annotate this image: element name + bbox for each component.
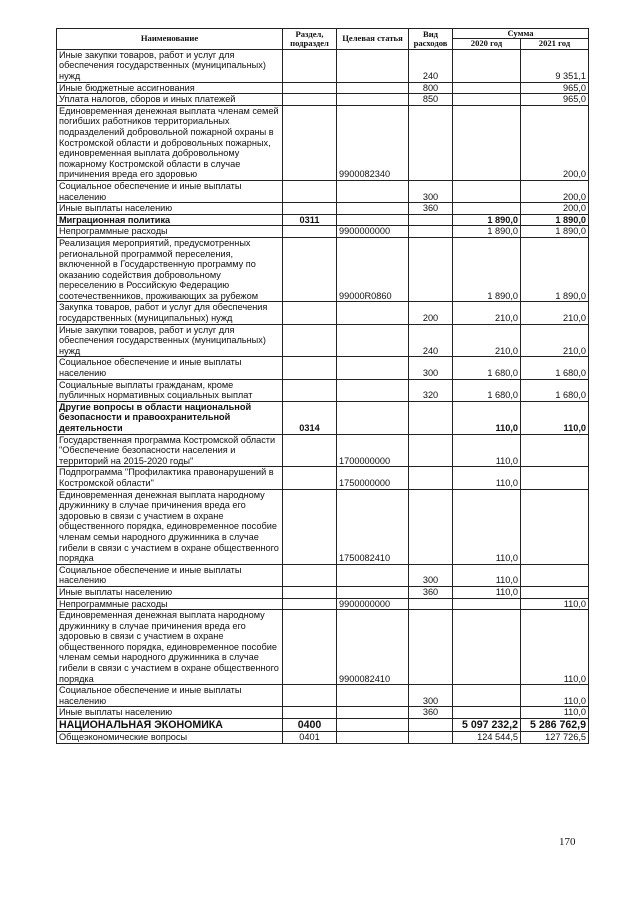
row-target [337,719,409,732]
page-number: 170 [559,836,576,848]
row-kind: 300 [409,685,453,707]
table-row [57,203,589,215]
row-sum-2020: 110,0 [453,467,521,489]
row-target [337,180,409,202]
row-target [337,324,409,357]
row-name: Другие вопросы в области национальной безопасности и правоохранительной деятельности [57,401,283,434]
row-section [283,180,337,202]
row-target [337,707,409,719]
row-sum-2020: 110,0 [453,434,521,467]
table-row [57,324,589,357]
row-kind [409,105,453,180]
row-target: 99000R0860 [337,237,409,302]
row-sum-2021: 1 890,0 [521,214,589,226]
row-sum-2021: 1 890,0 [521,226,589,238]
row-sum-2021 [521,586,589,598]
table-row [57,707,589,719]
row-sum-2020 [453,685,521,707]
table-header [57,29,589,50]
row-name: Единовременная денежная выплата народному дружиннику в случае причинения вреда его здоровью в связи с участием в охране общественного порядка, единовременное пособие членам семьи народного дружинника в случае гибели в связи с участием в охране общественного порядка [57,610,283,685]
row-kind: 320 [409,379,453,401]
row-section [283,226,337,238]
table-row [57,180,589,202]
row-name: Иные закупки товаров, работ и услуг для обеспечения государственных (муниципальных) нужд [57,49,283,82]
row-sum-2020: 1 890,0 [453,226,521,238]
row-kind: 800 [409,82,453,94]
header-sum: Сумма [453,29,589,39]
table-row [57,49,589,82]
row-kind: 240 [409,324,453,357]
table-row [57,237,589,302]
row-sum-2020 [453,105,521,180]
row-sum-2020 [453,180,521,202]
table-row [57,610,589,685]
row-section [283,94,337,106]
row-sum-2020: 124 544,5 [453,732,521,744]
row-target [337,564,409,586]
row-name: Миграционная политика [57,214,283,226]
table-row [57,82,589,94]
table-row [57,732,589,744]
row-kind: 360 [409,203,453,215]
row-name: Непрограммные расходы [57,598,283,610]
row-name: Иные закупки товаров, работ и услуг для обеспечения государственных (муниципальных) нужд [57,324,283,357]
row-sum-2020 [453,82,521,94]
row-sum-2020 [453,203,521,215]
row-kind [409,732,453,744]
row-name: Подпрограмма "Профилактика правонарушений в Костромской области" [57,467,283,489]
row-name: Общеэкономические вопросы [57,732,283,744]
row-section [283,685,337,707]
row-kind: 360 [409,707,453,719]
row-section: 0401 [283,732,337,744]
row-name: Уплата налогов, сборов и иных платежей [57,94,283,106]
row-name: Социальное обеспечение и иные выплаты населению [57,685,283,707]
header-year-2021: 2021 год [521,39,589,49]
row-name: Единовременная денежная выплата народному дружиннику в случае причинения вреда его здоровью в связи с участием в охране общественного порядка, единовременное пособие членам семьи народного дружинника в случае гибели в связи с участием в охране общественного порядка [57,489,283,564]
table-row [57,401,589,434]
row-sum-2021: 965,0 [521,82,589,94]
row-target [337,379,409,401]
row-sum-2021: 5 286 762,9 [521,719,589,732]
row-sum-2021: 1 680,0 [521,379,589,401]
row-section [283,434,337,467]
row-sum-2020: 210,0 [453,302,521,324]
row-sum-2021: 9 351,1 [521,49,589,82]
row-name: Иные выплаты населению [57,203,283,215]
row-kind [409,610,453,685]
row-target: 9900082410 [337,610,409,685]
row-section [283,82,337,94]
row-name: Непрограммные расходы [57,226,283,238]
row-sum-2021: 200,0 [521,180,589,202]
row-kind [409,401,453,434]
table-row [57,105,589,180]
row-sum-2020 [453,707,521,719]
row-section [283,105,337,180]
header-name: Наименование [57,29,283,50]
row-section [283,49,337,82]
row-kind: 300 [409,357,453,379]
row-target: 9900000000 [337,226,409,238]
row-name: Социальное обеспечение и иные выплаты населению [57,180,283,202]
row-target [337,49,409,82]
row-section: 0314 [283,401,337,434]
table-row [57,719,589,732]
row-sum-2021: 110,0 [521,598,589,610]
row-kind: 300 [409,564,453,586]
row-name: Иные выплаты населению [57,586,283,598]
header-kind: Вид расходов [409,29,453,50]
row-section [283,357,337,379]
row-target: 1750000000 [337,467,409,489]
row-sum-2020: 1 890,0 [453,237,521,302]
row-kind [409,489,453,564]
table-row [57,434,589,467]
row-sum-2020 [453,610,521,685]
row-kind: 850 [409,94,453,106]
row-section [283,379,337,401]
row-section [283,707,337,719]
row-kind [409,237,453,302]
row-name: Социальное обеспечение и иные выплаты населению [57,564,283,586]
row-name: Государственная программа Костромской области "Обеспечение безопасности населения и территорий на 2015-2020 годы" [57,434,283,467]
row-sum-2021 [521,434,589,467]
budget-table [56,28,589,744]
row-target [337,94,409,106]
row-sum-2021: 127 726,5 [521,732,589,744]
row-kind: 360 [409,586,453,598]
row-sum-2021: 1 680,0 [521,357,589,379]
table-row [57,357,589,379]
row-target [337,586,409,598]
row-kind [409,434,453,467]
row-name: Закупка товаров, работ и услуг для обеспечения государственных (муниципальных) нужд [57,302,283,324]
row-sum-2020: 210,0 [453,324,521,357]
row-target: 1750082410 [337,489,409,564]
row-sum-2021: 965,0 [521,94,589,106]
row-sum-2020: 1 680,0 [453,379,521,401]
row-target [337,401,409,434]
row-kind: 200 [409,302,453,324]
row-sum-2020: 110,0 [453,564,521,586]
row-sum-2021 [521,564,589,586]
row-sum-2020 [453,598,521,610]
row-name: Иные бюджетные ассигнования [57,82,283,94]
header-section: Раздел, подраздел [283,29,337,50]
row-section [283,467,337,489]
row-sum-2020 [453,94,521,106]
row-sum-2020: 1 680,0 [453,357,521,379]
row-sum-2020 [453,49,521,82]
row-section [283,302,337,324]
table-row [57,564,589,586]
row-section: 0311 [283,214,337,226]
header-year-2020: 2020 год [453,39,521,49]
table-row [57,226,589,238]
row-section [283,598,337,610]
row-kind [409,467,453,489]
row-target [337,82,409,94]
row-sum-2021 [521,489,589,564]
row-kind: 300 [409,180,453,202]
table-row [57,467,589,489]
row-sum-2021 [521,467,589,489]
table-row [57,302,589,324]
row-sum-2021: 110,0 [521,610,589,685]
table-row [57,489,589,564]
row-target [337,214,409,226]
row-kind [409,214,453,226]
row-sum-2021: 110,0 [521,685,589,707]
row-sum-2021: 210,0 [521,324,589,357]
row-kind [409,226,453,238]
row-sum-2020: 110,0 [453,489,521,564]
row-section [283,586,337,598]
table-row [57,685,589,707]
table-row [57,94,589,106]
row-target [337,732,409,744]
table-body [57,49,589,743]
table-row [57,598,589,610]
row-name: Иные выплаты населению [57,707,283,719]
row-target: 1700000000 [337,434,409,467]
row-name: Единовременная денежная выплата членам семей погибших работников территориальных подразделений добровольной пожарной охраны в Костромской области и добровольных пожарных, единовременная выплата добровольному пожарному Костромской области в случае причинения вреда его здоровью [57,105,283,180]
row-section [283,610,337,685]
table-row [57,214,589,226]
row-sum-2021: 1 890,0 [521,237,589,302]
row-name: Социальное обеспечение и иные выплаты населению [57,357,283,379]
row-kind: 240 [409,49,453,82]
table-row [57,379,589,401]
row-target: 9900082340 [337,105,409,180]
row-section [283,489,337,564]
row-sum-2021: 210,0 [521,302,589,324]
row-target [337,357,409,379]
row-sum-2021: 200,0 [521,203,589,215]
row-sum-2021: 110,0 [521,707,589,719]
row-kind [409,598,453,610]
row-section: 0400 [283,719,337,732]
row-sum-2020: 1 890,0 [453,214,521,226]
row-section [283,203,337,215]
row-target [337,302,409,324]
row-section [283,237,337,302]
row-kind [409,719,453,732]
row-target: 9900000000 [337,598,409,610]
row-target [337,685,409,707]
row-section [283,564,337,586]
row-sum-2021: 110,0 [521,401,589,434]
row-name: Реализация мероприятий, предусмотренных региональной программой переселения, включенной в Государственную программу по оказанию содействия добровольному переселению в Российскую Федерацию соотечественников, проживающих за рубежом [57,237,283,302]
table-row [57,586,589,598]
row-sum-2020: 110,0 [453,586,521,598]
row-section [283,324,337,357]
row-target [337,203,409,215]
row-name: НАЦИОНАЛЬНАЯ ЭКОНОМИКА [57,719,283,732]
header-target: Целевая статья [337,29,409,50]
row-sum-2021: 200,0 [521,105,589,180]
row-name: Социальные выплаты гражданам, кроме публичных нормативных социальных выплат [57,379,283,401]
row-sum-2020: 5 097 232,2 [453,719,521,732]
row-sum-2020: 110,0 [453,401,521,434]
